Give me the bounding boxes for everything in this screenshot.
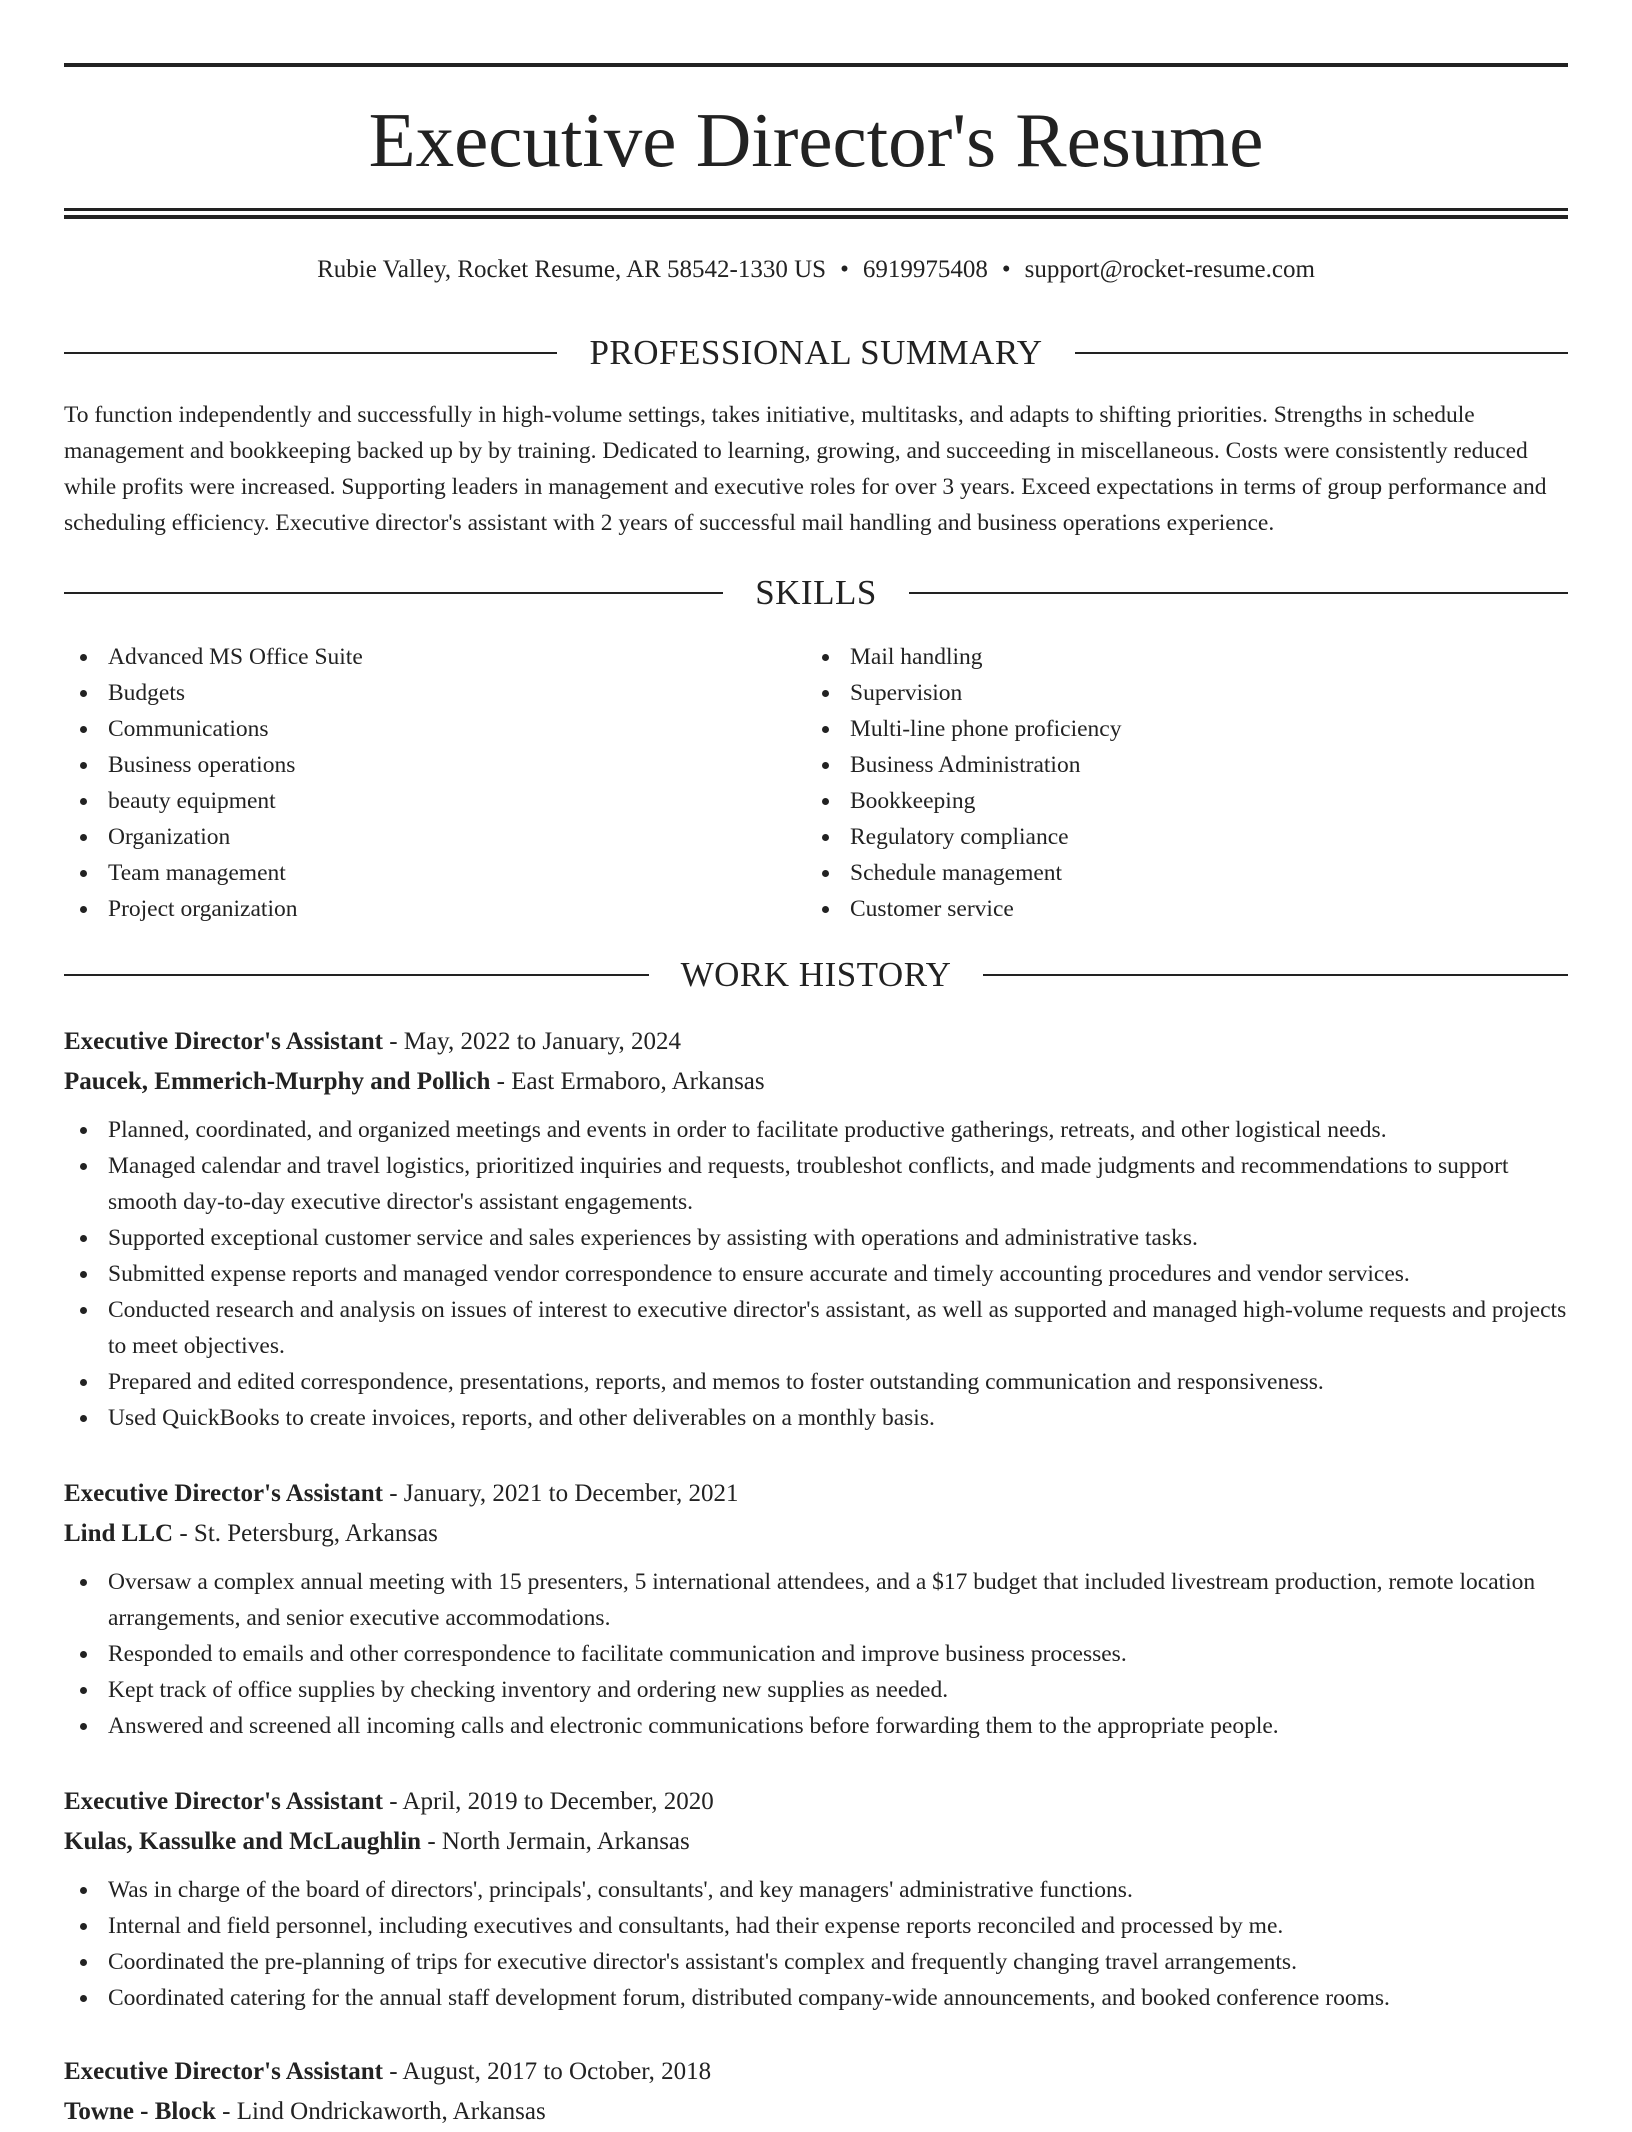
job-entry bbox=[64, 2052, 1568, 2132]
job-company: Lind LLC bbox=[64, 1520, 174, 1547]
job-bullet: Coordinated catering for the annual staff development forum, distributed company-wide announcements, and booked conference rooms. bbox=[64, 1980, 1568, 2016]
job-bullets bbox=[64, 1112, 1568, 1436]
contact-separator: • bbox=[840, 256, 849, 283]
skill-item: Advanced MS Office Suite bbox=[64, 639, 806, 675]
skills-heading: SKILLS bbox=[755, 573, 877, 612]
skill-item: Supervision bbox=[806, 675, 1548, 711]
skill-item: Project organization bbox=[64, 891, 806, 927]
job-bullet: Prepared and edited correspondence, presentations, reports, and memos to foster outstanding communication and responsiveness. bbox=[64, 1364, 1568, 1400]
job-bullet: Used QuickBooks to create invoices, reports, and other deliverables on a monthly basis. bbox=[64, 1400, 1568, 1436]
title-rule-upper bbox=[64, 208, 1568, 211]
skill-item: Organization bbox=[64, 819, 806, 855]
skills-list bbox=[64, 639, 1568, 927]
skill-item: Regulatory compliance bbox=[806, 819, 1548, 855]
job-bullet: Managed calendar and travel logistics, prioritized inquiries and requests, troubleshot conflicts, and made judgments and recommendations to support smooth day-to-day executive director's assistant engagements. bbox=[64, 1148, 1568, 1220]
resume-title: Executive Director's Resume bbox=[368, 97, 1264, 183]
job-title: Executive Director's Assistant bbox=[64, 1028, 383, 1055]
job-company-line bbox=[64, 2092, 1568, 2132]
job-title-line bbox=[64, 1782, 1568, 1822]
job-company: Paucek, Emmerich-Murphy and Pollich bbox=[64, 1068, 491, 1095]
job-company-line bbox=[64, 1514, 1568, 1554]
divider-line bbox=[909, 592, 1568, 594]
job-entry bbox=[64, 1782, 1568, 2016]
job-bullet: Responded to emails and other correspondence to facilitate communication and improve business processes. bbox=[64, 1636, 1568, 1672]
skill-item: Budgets bbox=[64, 675, 806, 711]
skills-column-right bbox=[806, 639, 1548, 927]
job-company: Towne - Block bbox=[64, 2098, 216, 2125]
skill-item: Schedule management bbox=[806, 855, 1548, 891]
divider-line bbox=[983, 974, 1568, 976]
skill-item: Business Administration bbox=[806, 747, 1548, 783]
job-dates: - April, 2019 to December, 2020 bbox=[382, 1788, 714, 1815]
divider-line bbox=[64, 592, 723, 594]
contact-address: Rubie Valley, Rocket Resume, AR 58542-1330 US bbox=[317, 256, 827, 283]
job-dates: - May, 2022 to January, 2024 bbox=[382, 1028, 682, 1055]
skill-item: Business operations bbox=[64, 747, 806, 783]
job-bullet: Internal and field personnel, including executives and consultants, had their expense reports reconciled and processed by me. bbox=[64, 1908, 1568, 1944]
job-dates: - January, 2021 to December, 2021 bbox=[382, 1480, 739, 1507]
skill-item: Communications bbox=[64, 711, 806, 747]
divider-line bbox=[64, 974, 649, 976]
job-company-line bbox=[64, 1822, 1568, 1862]
job-bullets bbox=[64, 1872, 1568, 2016]
contact-separator: • bbox=[1001, 256, 1011, 283]
skills-column-left bbox=[64, 639, 806, 927]
job-company-line bbox=[64, 1062, 1568, 1102]
skill-item: Multi-line phone proficiency bbox=[806, 711, 1548, 747]
job-entry bbox=[64, 1022, 1568, 1436]
job-title-line bbox=[64, 1022, 1568, 1062]
job-title: Executive Director's Assistant bbox=[64, 2058, 383, 2085]
divider-line bbox=[64, 352, 557, 354]
skill-item: Mail handling bbox=[806, 639, 1548, 675]
job-title-line bbox=[64, 2052, 1568, 2092]
skill-item: Bookkeeping bbox=[806, 783, 1548, 819]
job-title: Executive Director's Assistant bbox=[64, 1788, 383, 1815]
job-bullets bbox=[64, 1564, 1568, 1744]
skill-item: Team management bbox=[64, 855, 806, 891]
contact-email[interactable]: support@rocket-resume.com bbox=[1024, 256, 1315, 283]
job-location: - Lind Ondrickaworth, Arkansas bbox=[215, 2098, 546, 2125]
job-bullet: Oversaw a complex annual meeting with 15 presenters, 5 international attendees, and a $17 budget that included livestream production, remote location arrangements, and senior executive accommodations. bbox=[64, 1564, 1568, 1636]
job-bullet: Answered and screened all incoming calls and electronic communications before forwarding them to the appropriate people. bbox=[64, 1708, 1568, 1744]
job-title-line bbox=[64, 1474, 1568, 1514]
title-rule-lower bbox=[64, 215, 1568, 219]
job-bullet: Supported exceptional customer service and sales experiences by assisting with operations and administrative tasks. bbox=[64, 1220, 1568, 1256]
skills-section-heading bbox=[64, 571, 1568, 615]
job-bullet: Coordinated the pre-planning of trips for executive director's assistant's complex and frequently changing travel arrangements. bbox=[64, 1944, 1568, 1980]
job-bullet: Submitted expense reports and managed vendor correspondence to ensure accurate and timely accounting procedures and vendor services. bbox=[64, 1256, 1568, 1292]
contact-phone: 6919975408 bbox=[862, 256, 988, 283]
job-dates: - August, 2017 to October, 2018 bbox=[382, 2058, 712, 2085]
summary-heading: PROFESSIONAL SUMMARY bbox=[589, 333, 1043, 372]
job-bullet: Conducted research and analysis on issues of interest to executive director's assistant, as well as supported and managed high-volume requests and projects to meet objectives. bbox=[64, 1292, 1568, 1364]
divider-line bbox=[1075, 352, 1568, 354]
job-company: Kulas, Kassulke and McLaughlin bbox=[64, 1828, 422, 1855]
job-entry bbox=[64, 1474, 1568, 1744]
contact-line bbox=[64, 252, 1568, 288]
summary-text: To function independently and successfully in high-volume settings, takes initiative, multitasks, and adapts to shifting priorities. Strengths in schedule management and bookkeeping backed up by by training. Dedicated to learning, growing, and succeeding in miscellaneous. Costs were consistently reduced while profits were increased. Supporting leaders in management and executive roles for over 3 years. Exceed expectations in terms of group performance and scheduling efficiency. Executive director's assistant with 2 years of successful mail handling and business operations experience. bbox=[64, 402, 1547, 536]
job-bullet: Planned, coordinated, and organized meetings and events in order to facilitate productive gatherings, retreats, and other logistical needs. bbox=[64, 1112, 1568, 1148]
job-bullet: Was in charge of the board of directors', principals', consultants', and key managers' administrative functions. bbox=[64, 1872, 1568, 1908]
job-location: - East Ermaboro, Arkansas bbox=[490, 1068, 765, 1095]
summary-section-heading bbox=[64, 331, 1568, 375]
top-rule bbox=[64, 63, 1568, 67]
job-location: - North Jermain, Arkansas bbox=[421, 1828, 690, 1855]
job-location: - St. Petersburg, Arkansas bbox=[173, 1520, 438, 1547]
skill-item: beauty equipment bbox=[64, 783, 806, 819]
skill-item: Customer service bbox=[806, 891, 1548, 927]
work-section-heading bbox=[64, 953, 1568, 997]
job-title: Executive Director's Assistant bbox=[64, 1480, 383, 1507]
job-bullet: Kept track of office supplies by checking inventory and ordering new supplies as needed. bbox=[64, 1672, 1568, 1708]
work-heading: WORK HISTORY bbox=[680, 955, 952, 994]
